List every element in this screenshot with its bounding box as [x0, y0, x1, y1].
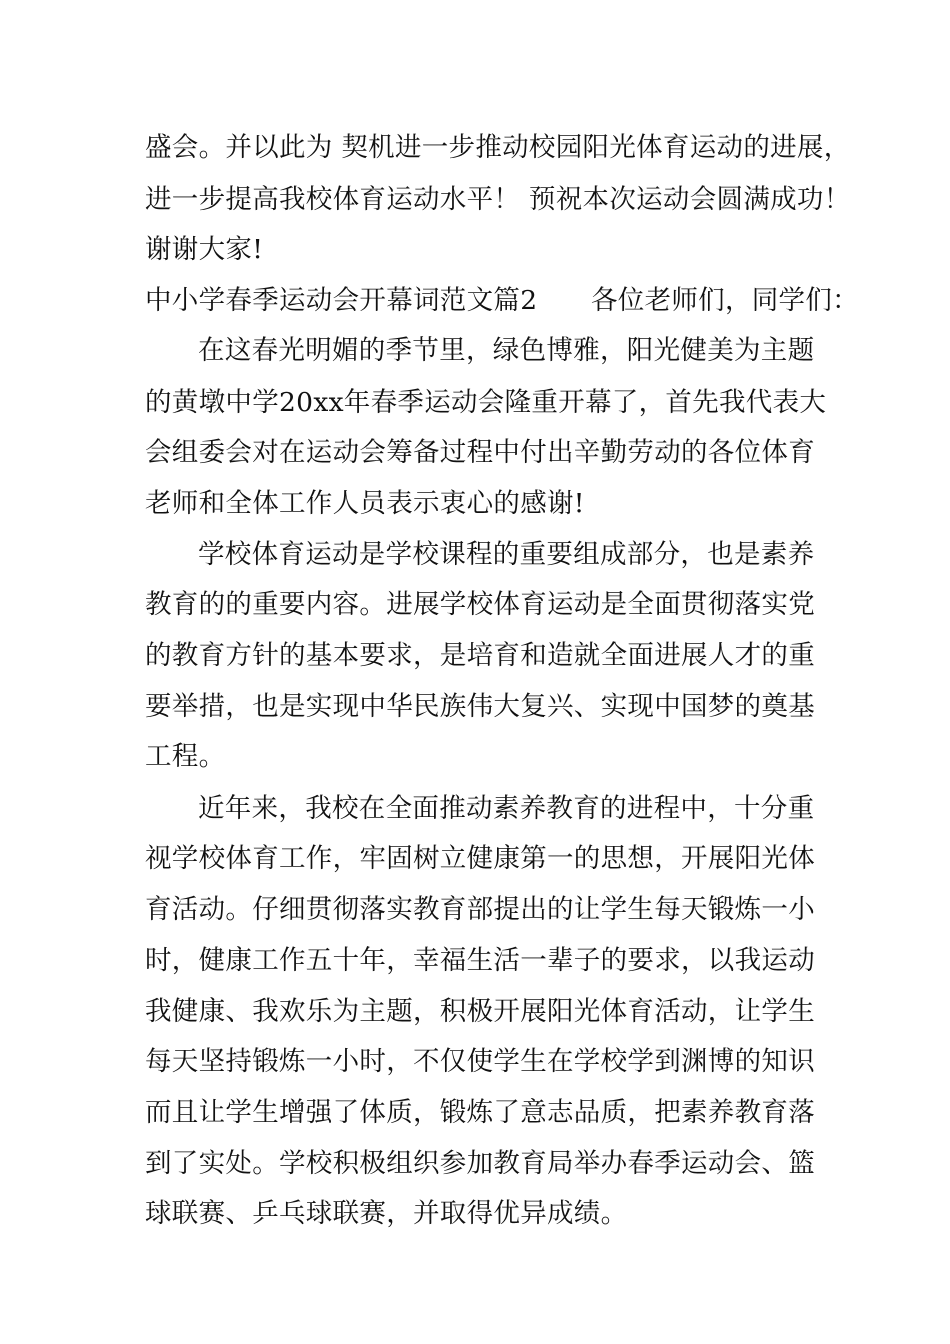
section-heading-line: 中小学春季运动会开幕词范文篇2 各位老师们，同学们： [145, 285, 859, 316]
text-line: 我健康、我欢乐为主题，积极开展阳光体育活动，让学生 [145, 996, 815, 1027]
text-line: 工程。 [145, 741, 226, 772]
text-line: 的黄墩中学20xx年春季运动会隆重开幕了，首先我代表大 [145, 387, 827, 418]
text-line: 的教育方针的基本要求，是培育和造就全面进展人才的重 [145, 640, 815, 671]
text-line: 会组委会对在运动会筹备过程中付出辛勤劳动的各位体育 [145, 437, 815, 468]
text-line: 每天坚持锻炼一小时，不仅使学生在学校学到渊博的知识 [145, 1046, 815, 1077]
text-line: 而且让学生增强了体质，锻炼了意志品质，把素养教育落 [145, 1097, 815, 1128]
text-line: 要举措，也是实现中华民族伟大复兴、实现中国梦的奠基 [145, 691, 815, 722]
text-line: 谢谢大家! [145, 234, 264, 265]
text-line: 进一步提高我校体育运动水平！ 预祝本次运动会圆满成功！ [145, 184, 851, 215]
text-line: 教育的的重要内容。进展学校体育运动是全面贯彻落实党 [145, 589, 815, 620]
text-line: 视学校体育工作，牢固树立健康第一的思想，开展阳光体 [145, 843, 815, 874]
text-line: 时，健康工作五十年，幸福生活一辈子的要求，以我运动 [145, 945, 815, 976]
text-line: 球联赛、乒乓球联赛，并取得优异成绩。 [145, 1198, 628, 1229]
text-line: 育活动。仔细贯彻落实教育部提出的让学生每天锻炼一小 [145, 894, 815, 925]
text-line: 老师和全体工作人员表示衷心的感谢! [145, 488, 585, 519]
text-line: 在这春光明媚的季节里，绿色博雅，阳光健美为主题 [198, 335, 815, 366]
text-line: 到了实处。学校积极组织参加教育局举办春季运动会、篮 [145, 1148, 815, 1179]
text-line: 近年来，我校在全面推动素养教育的进程中，十分重 [198, 793, 815, 824]
text-line: 盛会。并以此为 契机进一步推动校园阳光体育运动的进展， [145, 132, 851, 163]
text-line: 学校体育运动是学校课程的重要组成部分，也是素养 [198, 539, 815, 570]
